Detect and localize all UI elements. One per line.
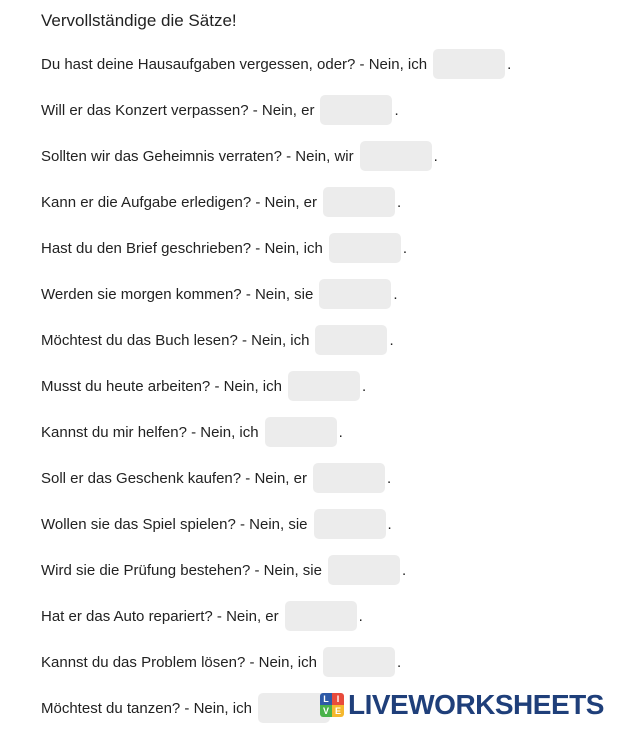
sentence-end: . [433,147,438,165]
exercise-question: Werden sie morgen kommen? - Nein, sie [41,285,314,303]
answer-input[interactable] [320,95,392,125]
answer-input[interactable] [319,279,391,309]
answer-input[interactable] [328,555,400,585]
page-title: Vervollständige die Sätze! [41,11,237,30]
exercise-row [41,509,392,539]
exercise-row [41,233,407,263]
exercise-question: Soll er das Geschenk kaufen? - Nein, er [41,469,307,487]
answer-input[interactable] [323,187,395,217]
answer-input[interactable] [265,417,337,447]
sentence-end: . [338,423,343,441]
logo-letter: E [332,705,344,717]
exercise-row [41,49,511,79]
answer-input[interactable] [314,509,386,539]
exercise-row [41,693,336,723]
answer-input[interactable] [285,601,357,631]
answer-input[interactable] [313,463,385,493]
answer-input[interactable] [323,647,395,677]
sentence-end: . [401,561,407,579]
exercise-question: Sollten wir das Geheimnis verraten? - Nein, wir [41,147,354,165]
exercise-question: Hast du den Brief geschrieben? - Nein, ich [41,239,323,257]
exercise-question: Kann er die Aufgabe erledigen? - Nein, er [41,193,318,211]
sentence-end: . [387,515,392,533]
exercise-row [41,463,391,493]
sentence-end: . [358,607,363,625]
exercise-question: Will er das Konzert verpassen? - Nein, er [41,101,315,119]
answer-input[interactable] [360,141,432,171]
sentence-end: . [396,653,402,671]
answer-input[interactable] [288,371,360,401]
logo-letter: L [320,693,332,705]
logo-letter: V [320,705,332,717]
exercise-question: Kannst du das Problem lösen? - Nein, ich [41,653,317,671]
exercise-question: Hat er das Auto repariert? - Nein, er [41,607,279,625]
exercise-row [41,647,401,677]
sentence-end: . [393,285,398,303]
exercise-question: Wollen sie das Spiel spielen? - Nein, sie [41,515,308,533]
exercise-question: Musst du heute arbeiten? - Nein, ich [41,377,282,395]
exercise-row [41,325,394,355]
sentence-end: . [389,331,394,349]
answer-input[interactable] [315,325,387,355]
exercise-row [41,279,398,309]
exercise-question: Möchtest du das Buch lesen? - Nein, ich [41,331,310,349]
liveworksheets-logo[interactable] [320,690,604,720]
exercise-question: Du hast deine Hausaufgaben vergessen, oder? - Nein, ich [41,55,428,73]
exercise-row [41,371,366,401]
sentence-end: . [402,239,407,257]
sentence-end: . [397,193,402,211]
logo-letter: I [332,693,344,705]
sentence-end: . [507,55,512,73]
answer-input[interactable] [329,233,401,263]
exercise-question: Möchtest du tanzen? - Nein, ich [41,699,252,717]
sentence-end: . [386,469,392,487]
exercise-row [41,141,438,171]
sentence-end: . [361,377,367,395]
exercise-question: Kannst du mir helfen? - Nein, ich [41,423,259,441]
liveworksheets-logo-icon [320,693,344,717]
exercise-question: Wird sie die Prüfung bestehen? - Nein, sie [41,561,322,579]
answer-input[interactable] [433,49,505,79]
exercise-row [41,555,406,585]
liveworksheets-logo-text: LIVEWORKSHEETS [348,689,604,720]
sentence-end: . [394,101,399,119]
exercise-row [41,601,363,631]
exercise-row [41,417,343,447]
exercise-row [41,95,399,125]
exercise-row [41,187,401,217]
